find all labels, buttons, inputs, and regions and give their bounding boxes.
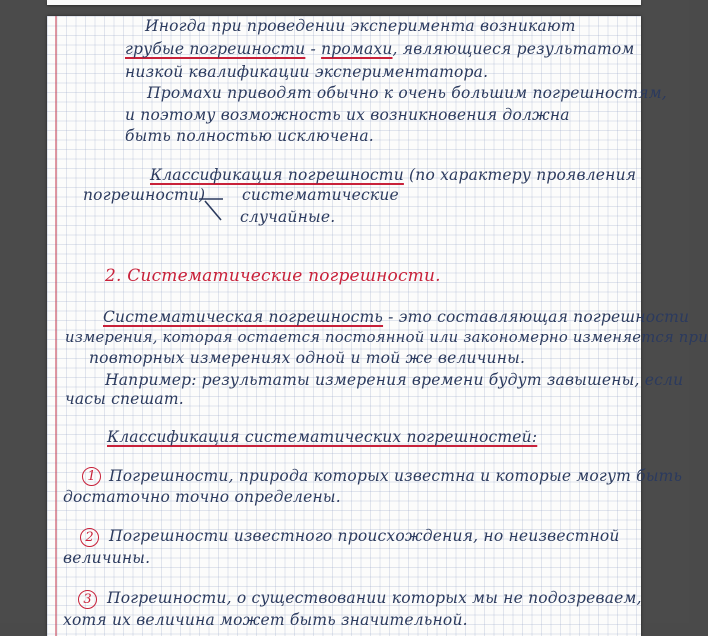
previous-page-edge xyxy=(47,0,641,5)
list-item: величины. xyxy=(63,549,151,567)
list-item: Погрешности, природа которых известна и которые могут быть xyxy=(109,467,683,485)
item-number: 3 xyxy=(78,590,97,609)
key-term: Систематическая погрешность xyxy=(103,308,384,326)
text-line: и поэтому возможность их возникновения должна xyxy=(125,106,570,124)
branch-item: случайные. xyxy=(240,208,336,226)
item-number: 2 xyxy=(80,528,99,547)
definition-line: повторных измерениях одной и той же величины. xyxy=(89,349,526,367)
text-line: грубые погрешности - промахи, являющиеся результатом xyxy=(125,40,635,58)
section-heading: 2. Систематические погрешности. xyxy=(105,266,441,286)
key-term: грубые погрешности xyxy=(125,40,306,58)
margin-line xyxy=(55,16,57,636)
list-item: достаточно точно определены. xyxy=(63,488,341,506)
classification-heading: Классификация погрешности (по характеру проявления xyxy=(150,166,637,184)
list-item: Погрешности известного происхождения, но неизвестной xyxy=(109,527,620,545)
definition-line: Систематическая погрешность - это составляющая погрешности xyxy=(103,308,690,326)
list-item: хотя их величина может быть значительной. xyxy=(63,611,468,629)
text-line: погрешности) xyxy=(83,186,206,204)
text-line: Промахи приводят обычно к очень большим погрешностям, xyxy=(147,84,667,102)
subheading: Классификация систематических погрешностей: xyxy=(107,428,538,446)
item-number: 1 xyxy=(82,467,101,486)
list-item: Погрешности, о существовании которых мы не подозреваем, xyxy=(107,589,642,607)
key-term: промахи xyxy=(321,40,393,58)
definition-line: измерения, которая остается постоянной или закономерно изменяется при xyxy=(65,329,708,346)
notebook-page xyxy=(47,16,708,636)
example-line: часы спешат. xyxy=(65,390,184,408)
branch-item: систематические xyxy=(242,186,399,204)
example-line: Например: результаты измерения времени будут завышены, если xyxy=(105,371,684,389)
text-line: Иногда при проведении эксперимента возникают xyxy=(145,17,576,35)
text-line: низкой квалификации экспериментатора. xyxy=(125,63,489,81)
text-line: быть полностью исключена. xyxy=(125,127,374,145)
